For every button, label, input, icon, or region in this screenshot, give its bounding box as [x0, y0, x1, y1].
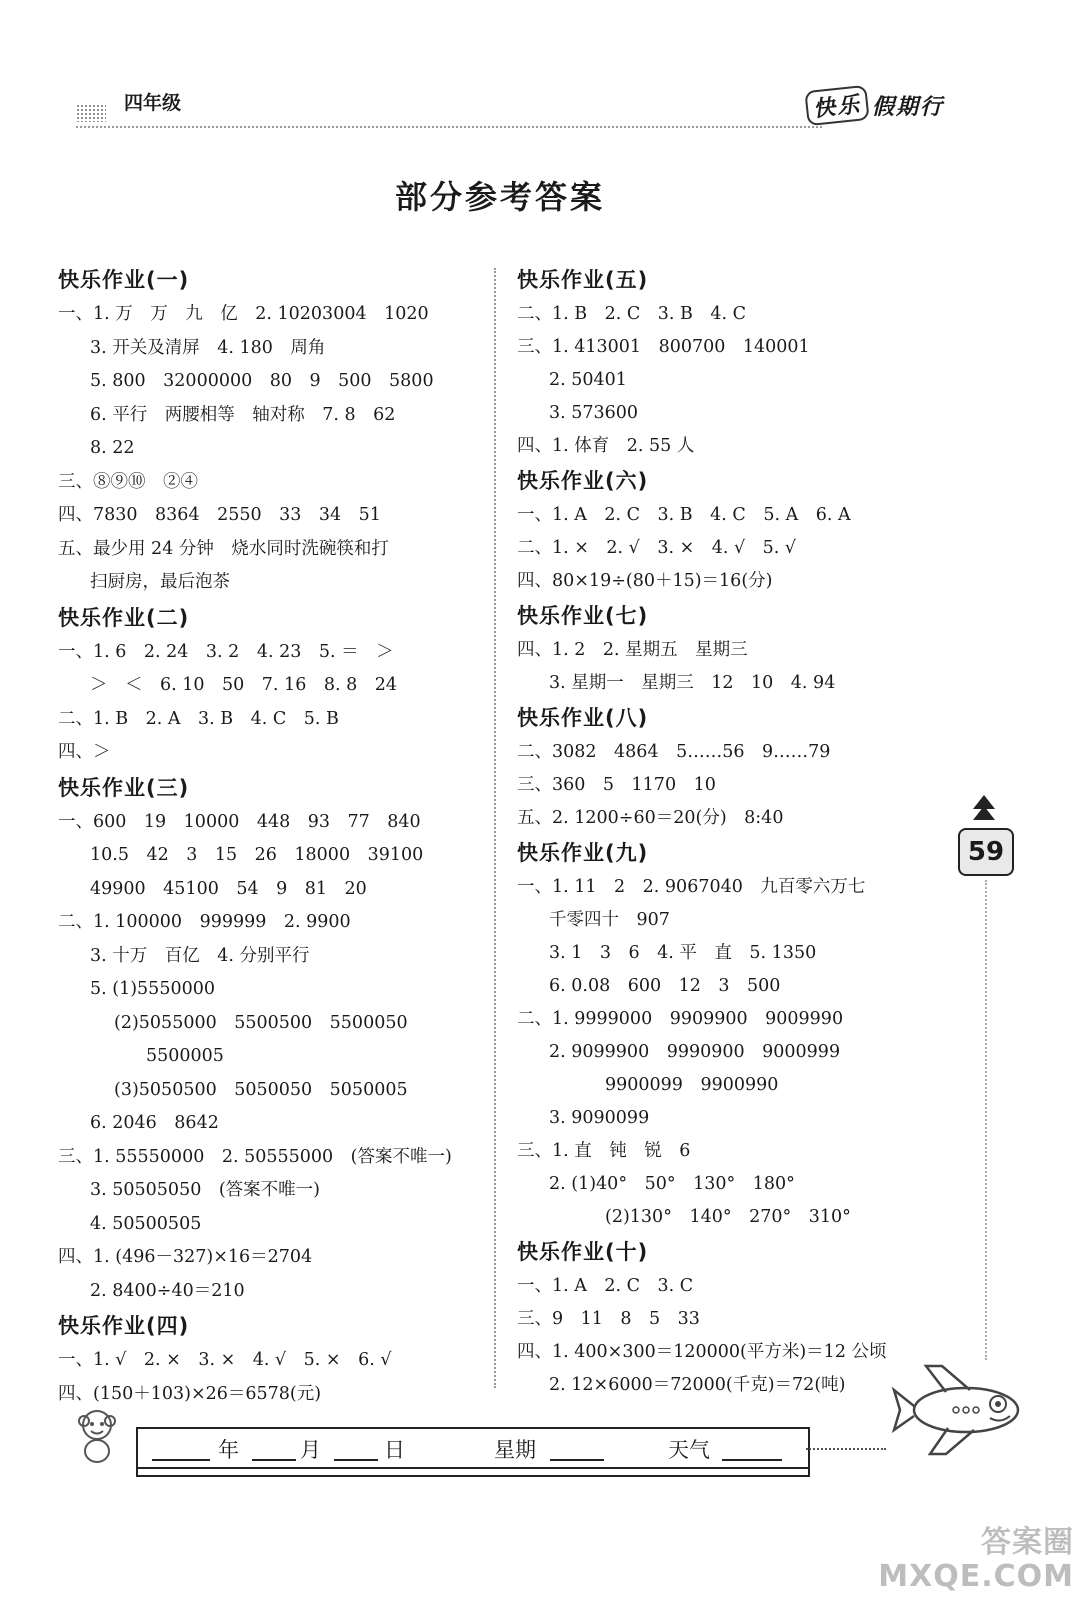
answer-line: 6. 2046 8642	[90, 1113, 219, 1133]
answer-line: 三、9 11 8 5 33	[517, 1309, 700, 1329]
margin-dotted-line	[985, 880, 987, 1360]
answer-line: 四、7830 8364 2550 33 34 51	[58, 505, 381, 525]
month-blank[interactable]	[252, 1459, 296, 1461]
answer-line: 2. 9099900 9990900 9000999	[549, 1042, 841, 1062]
answer-line: 6. 0.08 600 12 3 500	[549, 976, 781, 996]
answer-section	[517, 463, 947, 598]
airplane-mascot-icon	[886, 1360, 1036, 1460]
weather-blank[interactable]	[722, 1459, 782, 1461]
answer-line: (2)5055000 5500500 5500050	[114, 1012, 408, 1033]
answer-section	[517, 835, 947, 1234]
weather-label: 天气	[668, 1438, 710, 1462]
answer-line: 6. 平行 两腰相等 轴对称 7. 8 62	[90, 404, 396, 425]
page-title: 部分参考答案	[394, 178, 605, 216]
answer-line: 2. (1)40° 50° 130° 180°	[549, 1174, 795, 1194]
answer-line: 二、1. 9999000 9909900 9009990	[517, 1009, 844, 1029]
answer-line: 四、(150＋103)×26＝6578(元)	[58, 1383, 322, 1404]
brand-logo	[806, 88, 944, 123]
answer-line: 2. 8400÷40＝210	[90, 1280, 245, 1301]
answer-line: 二、1. B 2. A 3. B 4. C 5. B	[58, 708, 339, 729]
answers-column-right	[517, 262, 947, 1402]
brand-logo-tail: 假期行	[871, 95, 944, 120]
answer-line: 49900 45100 54 9 81 20	[90, 878, 367, 899]
answer-line: ＞ ＜ 6. 10 50 7. 16 8. 8 24	[90, 675, 397, 695]
brand-logo-box: 快乐	[804, 85, 869, 126]
month-label: 月	[300, 1438, 321, 1462]
column-divider	[494, 268, 496, 1388]
section-title: 快乐作业(七)	[517, 604, 649, 628]
weekday-label: 星期	[494, 1438, 536, 1462]
answer-line: 四、1. (496－327)×16＝2704	[58, 1247, 313, 1267]
site-watermark	[878, 1526, 1074, 1594]
answer-section	[517, 1234, 947, 1402]
answer-section	[517, 262, 947, 463]
answer-line: 四、1. 2 2. 星期五 星期三	[517, 640, 748, 660]
answer-line: (2)130° 140° 270° 310°	[605, 1207, 851, 1227]
watermark-url: MXQE.COM	[878, 1559, 1074, 1594]
section-title: 快乐作业(八)	[517, 706, 649, 730]
answer-line: 3. 1 3 6 4. 平 直 5. 1350	[549, 943, 817, 963]
weekday-blank[interactable]	[550, 1459, 604, 1461]
answer-line: 2. 12×6000＝72000(千克)＝72(吨)	[549, 1375, 846, 1395]
kite-string	[806, 1448, 886, 1450]
answer-line: 5. 800 32000000 80 9 500 5800	[90, 371, 434, 391]
grade-label: 四年级	[124, 92, 182, 114]
answer-line: 四、1. 体育 2. 55 人	[517, 436, 695, 456]
answer-line: 3. 十万 百亿 4. 分别平行	[90, 945, 310, 966]
day-label: 日	[384, 1438, 405, 1462]
answer-line: 一、1. 6 2. 24 3. 2 4. 23 5. ＝ ＞	[58, 641, 394, 662]
answer-line: 四、1. 400×300＝120000(平方米)＝12 公顷	[517, 1342, 887, 1362]
answer-line: 3. 开关及清屏 4. 180 周角	[90, 337, 326, 358]
answer-line: 二、1. 100000 999999 2. 9900	[58, 912, 351, 932]
answer-section	[517, 598, 947, 700]
page-number: 59	[958, 828, 1014, 876]
section-title: 快乐作业(四)	[58, 1314, 190, 1338]
section-title: 快乐作业(六)	[517, 469, 649, 493]
answer-line: 8. 22	[90, 438, 135, 458]
answer-line: 三、⑧⑨⑩ ②④	[58, 471, 198, 492]
day-blank[interactable]	[334, 1459, 378, 1461]
year-label: 年	[218, 1438, 239, 1462]
answer-line: 一、1. √ 2. × 3. × 4. √ 5. × 6. √	[58, 1350, 392, 1370]
answer-line: 二、1. × 2. √ 3. × 4. √ 5. √	[517, 538, 797, 558]
section-title: 快乐作业(十)	[517, 1240, 649, 1264]
date-weather-bar	[136, 1427, 810, 1477]
answer-line: (3)5050500 5050050 5050005	[114, 1079, 408, 1100]
answer-line: 5500005	[146, 1046, 224, 1066]
section-title: 快乐作业(二)	[58, 605, 190, 630]
answer-line: 四、80×19÷(80＋15)＝16(分)	[517, 571, 773, 591]
answer-line: 3. 星期一 星期三 12 10 4. 94	[549, 673, 836, 693]
section-title: 快乐作业(九)	[517, 841, 649, 865]
answer-line: 一、1. 11 2 2. 9067040 九百零六万七	[517, 877, 866, 897]
answer-section	[58, 262, 478, 600]
monkey-mascot-icon	[70, 1405, 124, 1465]
answer-line: 三、360 5 1170 10	[517, 775, 716, 795]
answer-line: 一、600 19 10000 448 93 77 840	[58, 811, 421, 832]
answer-line: 3. 50505050 (答案不唯一)	[90, 1180, 320, 1200]
up-arrow-icon	[973, 806, 995, 820]
section-title: 快乐作业(一)	[58, 268, 190, 292]
answer-line: 千零四十 907	[549, 910, 670, 930]
section-title: 快乐作业(三)	[58, 775, 190, 800]
answer-line: 四、＞	[58, 742, 111, 762]
answer-section	[517, 700, 947, 835]
answer-line: 三、1. 直 钝 锐 6	[517, 1141, 691, 1161]
answer-section	[58, 600, 478, 770]
answer-line: 扫厨房，最后泡茶	[90, 572, 230, 592]
answer-line: 一、1. A 2. C 3. C	[517, 1276, 694, 1296]
answer-section	[58, 770, 478, 1309]
answer-line: 3. 9090099	[549, 1108, 650, 1128]
answer-line: 三、1. 413001 800700 140001	[517, 337, 810, 357]
answer-line: 5. (1)5550000	[90, 979, 215, 999]
answers-column-left	[58, 262, 478, 1411]
answer-line: 五、最少用 24 分钟 烧水同时洗碗筷和打	[58, 538, 389, 559]
watermark-cn: 答案圈	[981, 1525, 1074, 1560]
answer-line: 三、1. 55550000 2. 50555000 (答案不唯一)	[58, 1146, 452, 1167]
header-rule	[76, 126, 822, 128]
answer-line: 一、1. A 2. C 3. B 4. C 5. A 6. A	[517, 505, 851, 525]
answer-line: 3. 573600	[549, 403, 639, 423]
answer-section	[58, 1308, 478, 1411]
answer-line: 一、1. 万 万 九 亿 2. 10203004 1020	[58, 304, 429, 324]
header-dot-pattern	[76, 104, 106, 122]
page-header	[72, 82, 952, 132]
answer-line: 二、3082 4864 5……56 9……79	[517, 742, 831, 762]
answer-line: 2. 50401	[549, 370, 627, 390]
answer-line: 二、1. B 2. C 3. B 4. C	[517, 304, 747, 324]
section-title: 快乐作业(五)	[517, 268, 649, 292]
year-blank[interactable]	[152, 1459, 210, 1461]
answer-line: 10.5 42 3 15 26 18000 39100	[90, 845, 424, 865]
answer-line: 五、2. 1200÷60＝20(分) 8:40	[517, 808, 784, 828]
answer-line: 4. 50500505	[90, 1213, 202, 1234]
answer-line: 9900099 9900990	[605, 1075, 779, 1095]
